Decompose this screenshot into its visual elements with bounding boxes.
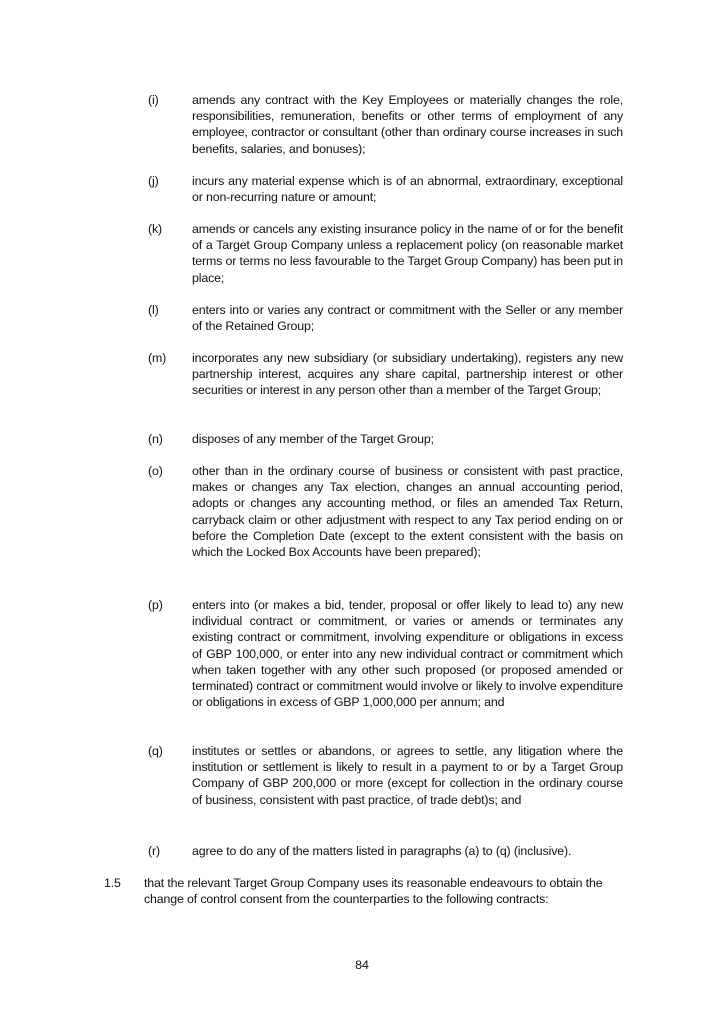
section-text: that the relevant Target Group Company uses its reasonable endeavours to obtain the change of control consent from the counterparties to the following contracts:: [144, 876, 603, 907]
clause-text: amends any contract with the Key Employees or materially changes the role, responsibilities, remuneration, benefits or other terms of employment of any employee, contractor or consultant (other than ordinary course increases in such benefits, salaries, and bonuses);: [192, 93, 623, 156]
clause-text: disposes of any member of the Target Group;: [192, 432, 434, 446]
clause-label: (o): [148, 464, 163, 478]
clause-text: enters into or varies any contract or commitment with the Seller or any member of the Retained Group;: [192, 303, 623, 334]
clause-text: incorporates any new subsidiary (or subsidiary undertaking), registers any new partnership interest, acquires any share capital, partnership interest or other securities or interest in any person other than a member of the Target Group;: [192, 351, 623, 398]
clause-item-n: [148, 431, 623, 447]
clause-text: other than in the ordinary course of business or consistent with past practice, makes or changes any Tax election, changes an annual accounting period, adopts or changes any accounting method, or files an amended Tax Return, carryback claim or other adjustment with respect to any Tax period ending on or before the Completion Date (except to the extent consistent with the basis on which the Locked Box Accounts have been prepared);: [192, 464, 623, 560]
clause-label: (n): [148, 432, 163, 446]
clause-text: incurs any material expense which is of an abnormal, extraordinary, exceptional or non-recurring nature or amount;: [192, 174, 623, 205]
clause-label: (q): [148, 744, 163, 758]
clause-label: (p): [148, 598, 163, 612]
section-1-5: [104, 875, 623, 907]
clause-item-r: [148, 843, 623, 859]
clause-item-q: [148, 743, 623, 808]
clause-item-p: [148, 597, 623, 710]
page-number: 84: [355, 958, 369, 972]
clause-item-i: [148, 92, 623, 157]
clause-item-j: [148, 173, 623, 205]
clause-text: amends or cancels any existing insurance policy in the name of or for the benefit of a Target Group Company unless a replacement policy (on reasonable market terms or terms no less favourable to the Target Group Company) has been put in place;: [192, 222, 623, 285]
clause-label: (r): [148, 844, 160, 858]
clause-text: institutes or settles or abandons, or agrees to settle, any litigation where the institution or settlement is likely to result in a payment to or by a Target Group Company of GBP 200,000 or more (except for collection in the ordinary course of business, consistent with past practice, of trade debt)s; and: [192, 744, 623, 807]
clause-item-k: [148, 221, 623, 286]
clause-item-l: [148, 302, 623, 334]
clause-item-m: [148, 350, 623, 399]
clause-label: (l): [148, 303, 159, 317]
clause-label: (k): [148, 222, 162, 236]
clause-text: agree to do any of the matters listed in paragraphs (a) to (q) (inclusive).: [192, 844, 572, 858]
clause-text: enters into (or makes a bid, tender, proposal or offer likely to lead to) any new individual contract or commitment, or varies or amends or terminates any existing contract or commitment, involving expenditure or obligations in excess of GBP 100,000, or enter into any new individual contract or commitment which when taken together with any other such proposed (or proposed amended or terminated) contract or commitment would involve or likely to involve expenditure or obligations in excess of GBP 1,000,000 per annum; and: [192, 598, 623, 710]
section-label: 1.5: [104, 876, 121, 890]
clause-label: (j): [148, 174, 159, 188]
clause-item-o: [148, 463, 623, 560]
clause-label: (i): [148, 93, 159, 107]
clause-label: (m): [148, 351, 167, 365]
